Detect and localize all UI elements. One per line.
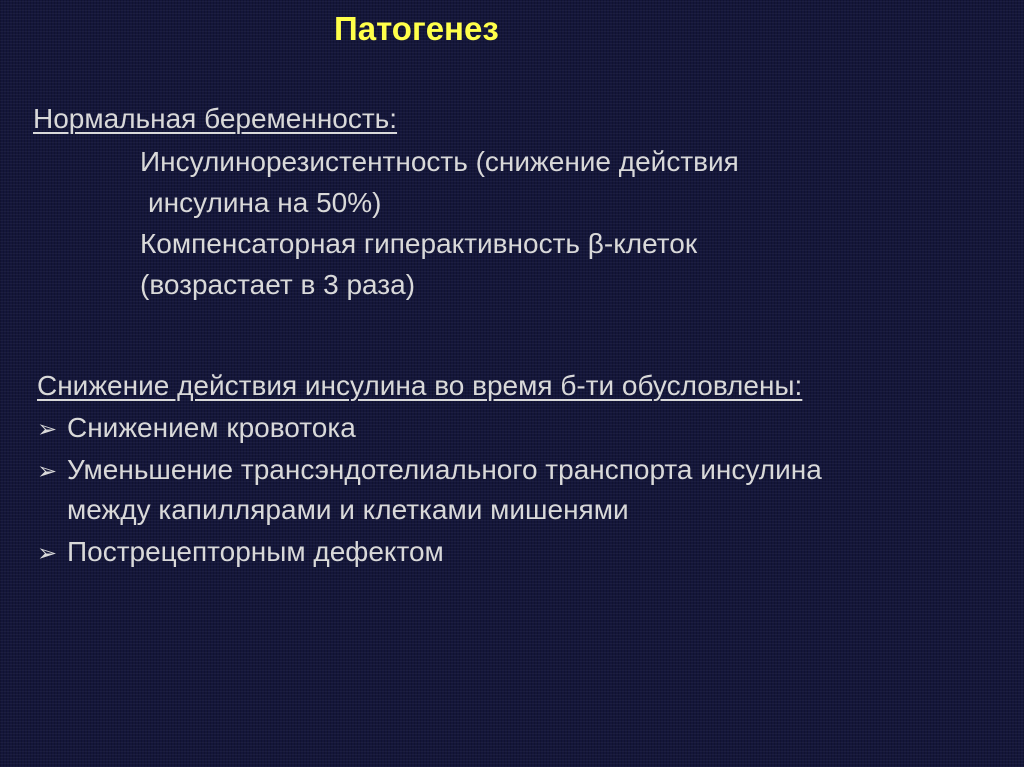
bullet-item-2-text: Уменьшение трансэндотелиального транспорта инсулина xyxy=(67,454,822,485)
section1-line-2: инсулина на 50%) xyxy=(148,187,382,218)
arrow-bullet-icon: ➢ xyxy=(37,539,58,567)
arrow-bullet-icon: ➢ xyxy=(37,415,58,443)
bullet-item-2 xyxy=(37,454,822,487)
slide-title: Патогенез xyxy=(334,10,499,47)
bullet-item-1 xyxy=(37,412,356,445)
section1-line-1: Инсулинорезистентность (снижение действия xyxy=(140,146,739,177)
section2-heading: Снижение действия инсулина во время б-ти обусловлены: xyxy=(37,370,803,401)
bullet-item-2-continuation: между капиллярами и клетками мишенями xyxy=(67,494,629,525)
bullet-item-3-text: Пострецепторным дефектом xyxy=(67,536,444,567)
bullet-item-1-text: Снижением кровотока xyxy=(67,412,356,443)
section1-line-3: Компенсаторная гиперактивность β-клеток xyxy=(140,228,698,259)
bullet-item-3 xyxy=(37,536,444,569)
section1-heading: Нормальная беременность: xyxy=(33,103,398,134)
arrow-bullet-icon: ➢ xyxy=(37,457,58,485)
section1-line-4: (возрастает в 3 раза) xyxy=(140,269,416,300)
